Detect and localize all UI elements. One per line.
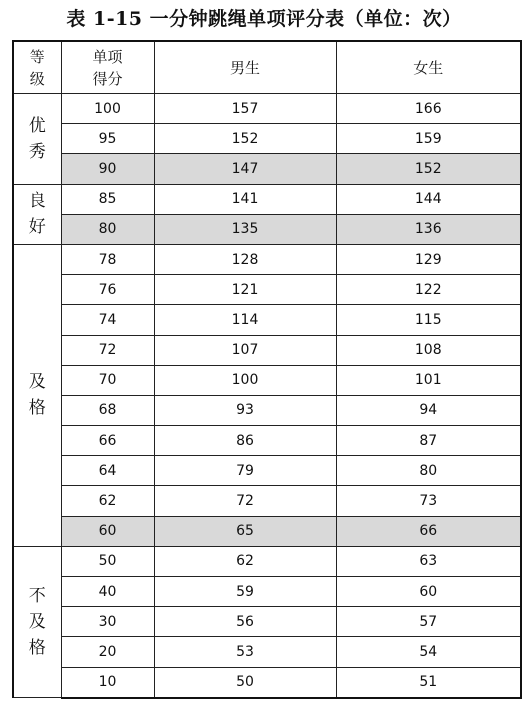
grade-char: 秀 [28, 141, 46, 162]
grade-char: 及 [28, 612, 46, 633]
male-header: 男生 [154, 41, 336, 94]
grade-char: 优 [28, 115, 46, 136]
score-cell: 100 [61, 94, 154, 124]
male-cell: 93 [154, 395, 336, 425]
grade-cell [13, 184, 61, 244]
grade-header [13, 41, 61, 94]
score-cell: 68 [61, 395, 154, 425]
grade-cell [13, 244, 61, 546]
table-row [13, 214, 521, 244]
grade-header-line1: 等 [29, 47, 45, 66]
score-cell: 85 [61, 184, 154, 214]
male-cell: 157 [154, 94, 336, 124]
grade-char: 格 [28, 638, 46, 659]
score-cell: 80 [61, 214, 154, 244]
table-row [13, 124, 521, 154]
score-header-line2: 得分 [92, 69, 123, 88]
female-cell: 51 [336, 667, 521, 698]
table-row [13, 275, 521, 305]
table-body [13, 94, 521, 698]
score-cell: 60 [61, 516, 154, 546]
grade-cell [13, 94, 61, 185]
table-row [13, 154, 521, 184]
female-cell: 66 [336, 516, 521, 546]
table-title: 表 1-15 一分钟跳绳单项评分表（单位：次） [66, 8, 462, 30]
female-cell: 136 [336, 214, 521, 244]
table-row [13, 184, 521, 214]
male-cell: 56 [154, 607, 336, 637]
grade-char: 良 [28, 191, 46, 212]
score-header-line1: 单项 [92, 47, 123, 66]
male-cell: 62 [154, 546, 336, 576]
grade-char: 格 [28, 398, 46, 419]
score-header [61, 41, 154, 94]
female-cell: 60 [336, 577, 521, 607]
table-row [13, 486, 521, 516]
female-cell: 80 [336, 456, 521, 486]
male-cell: 128 [154, 244, 336, 274]
male-cell: 100 [154, 365, 336, 395]
table-row [13, 577, 521, 607]
header-row [13, 41, 521, 94]
male-cell: 59 [154, 577, 336, 607]
male-cell: 86 [154, 426, 336, 456]
table-row [13, 667, 521, 698]
grade-char: 及 [28, 372, 46, 393]
male-cell: 72 [154, 486, 336, 516]
grade-cell [13, 546, 61, 697]
female-cell: 159 [336, 124, 521, 154]
female-cell: 87 [336, 426, 521, 456]
male-cell: 141 [154, 184, 336, 214]
female-cell: 54 [336, 637, 521, 667]
female-cell: 122 [336, 275, 521, 305]
score-cell: 50 [61, 546, 154, 576]
score-cell: 76 [61, 275, 154, 305]
female-header: 女生 [336, 41, 521, 94]
table-row [13, 637, 521, 667]
male-cell: 147 [154, 154, 336, 184]
table-row [13, 94, 521, 124]
female-cell: 94 [336, 395, 521, 425]
score-cell: 30 [61, 607, 154, 637]
male-cell: 79 [154, 456, 336, 486]
male-cell: 107 [154, 335, 336, 365]
grade-char: 不 [28, 586, 46, 607]
score-cell: 72 [61, 335, 154, 365]
table-row [13, 607, 521, 637]
score-cell: 64 [61, 456, 154, 486]
female-cell: 166 [336, 94, 521, 124]
male-cell: 65 [154, 516, 336, 546]
score-cell: 20 [61, 637, 154, 667]
score-cell: 78 [61, 244, 154, 274]
table-row [13, 365, 521, 395]
female-cell: 73 [336, 486, 521, 516]
score-table [12, 40, 522, 699]
grade-header-line2: 级 [29, 69, 45, 88]
score-cell: 10 [61, 667, 154, 698]
female-cell: 129 [336, 244, 521, 274]
table-row [13, 546, 521, 576]
female-cell: 152 [336, 154, 521, 184]
table-row [13, 305, 521, 335]
table-row [13, 395, 521, 425]
score-cell: 95 [61, 124, 154, 154]
female-cell: 57 [336, 607, 521, 637]
score-cell: 62 [61, 486, 154, 516]
table-row [13, 456, 521, 486]
female-cell: 144 [336, 184, 521, 214]
male-cell: 135 [154, 214, 336, 244]
male-cell: 114 [154, 305, 336, 335]
table-row [13, 335, 521, 365]
score-cell: 90 [61, 154, 154, 184]
female-cell: 63 [336, 546, 521, 576]
score-cell: 66 [61, 426, 154, 456]
female-cell: 115 [336, 305, 521, 335]
female-cell: 108 [336, 335, 521, 365]
table-row [13, 516, 521, 546]
table-row [13, 244, 521, 274]
male-cell: 152 [154, 124, 336, 154]
male-cell: 50 [154, 667, 336, 698]
score-cell: 40 [61, 577, 154, 607]
female-cell: 101 [336, 365, 521, 395]
grade-char: 好 [28, 217, 46, 238]
table-row [13, 426, 521, 456]
male-cell: 121 [154, 275, 336, 305]
score-cell: 74 [61, 305, 154, 335]
male-cell: 53 [154, 637, 336, 667]
score-cell: 70 [61, 365, 154, 395]
